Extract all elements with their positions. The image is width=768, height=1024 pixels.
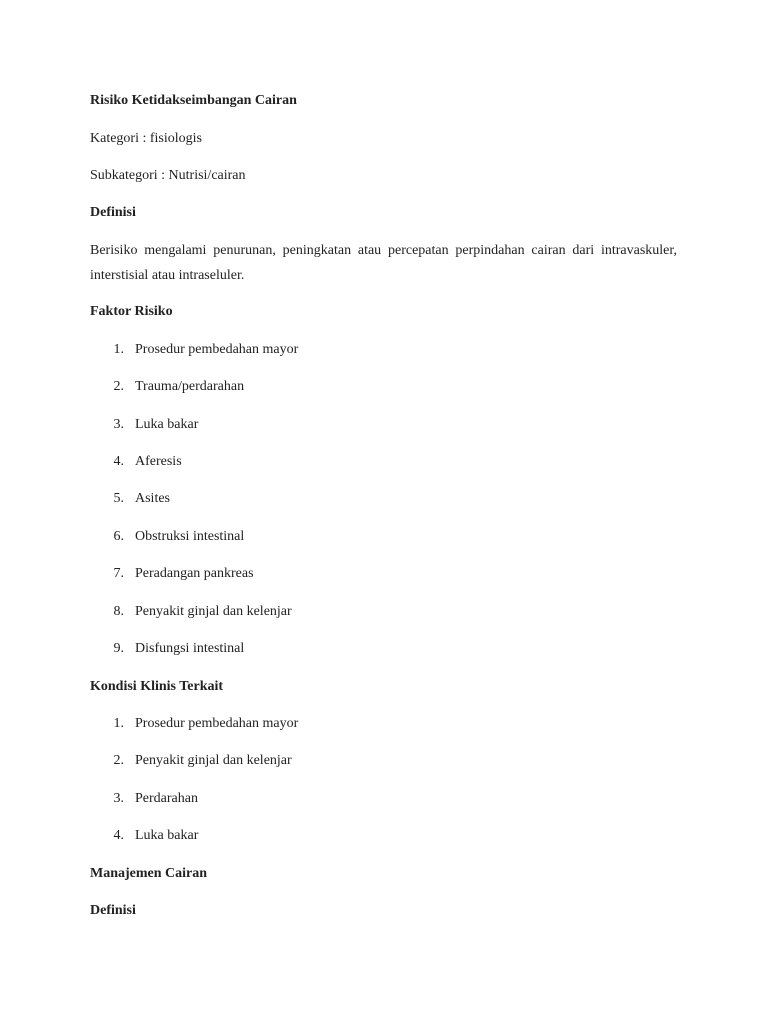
list-number: 4. [113,828,124,843]
faktor-risiko-item [90,603,292,621]
kondisi-klinis-item [90,827,198,845]
list-text: Luka bakar [135,417,199,432]
list-number: 4. [113,454,124,469]
list-text: Asites [135,491,170,506]
list-text: Trauma/perdarahan [135,379,245,394]
kondisi-klinis-item [90,790,198,808]
definisi-heading-2: Definisi [90,903,136,918]
list-number: 5. [113,491,124,506]
list-number: 2. [113,379,124,394]
faktor-risiko-item [90,565,254,583]
list-text: Disfungsi intestinal [135,641,245,656]
definisi-paragraph: Berisiko mengalami penurunan, peningkatan atau percepatan perpindahan cairan dari intravaskuler, interstisial atau intraseluler. [90,243,677,283]
list-number: 3. [113,791,124,806]
kategori-line: Kategori : fisiologis [90,131,202,146]
list-number: 3. [113,417,124,432]
definisi-heading: Definisi [90,205,136,220]
list-number: 9. [113,641,124,656]
faktor-risiko-item [90,528,244,546]
list-text: Penyakit ginjal dan kelenjar [135,604,292,619]
manajemen-cairan-heading: Manajemen Cairan [90,866,208,881]
list-text: Peradangan pankreas [135,566,254,581]
kondisi-klinis-heading: Kondisi Klinis Terkait [90,679,224,694]
faktor-risiko-item [90,640,244,658]
faktor-risiko-heading: Faktor Risiko [90,304,173,319]
list-number: 6. [113,529,124,544]
list-text: Luka bakar [135,828,199,843]
list-text: Penyakit ginjal dan kelenjar [135,753,292,768]
faktor-risiko-item [90,341,298,359]
list-number: 8. [113,604,124,619]
list-number: 1. [113,342,124,357]
list-number: 1. [113,716,124,731]
list-text: Obstruksi intestinal [135,529,245,544]
list-text: Aferesis [135,454,182,469]
list-text: Prosedur pembedahan mayor [135,716,299,731]
list-number: 7. [113,566,124,581]
subkategori-line: Subkategori : Nutrisi/cairan [90,168,246,183]
faktor-risiko-item [90,453,182,471]
faktor-risiko-item [90,490,170,508]
document-title: Risiko Ketidakseimbangan Cairan [90,93,297,108]
list-text: Prosedur pembedahan mayor [135,342,299,357]
list-text: Perdarahan [135,791,198,806]
list-number: 2. [113,753,124,768]
kondisi-klinis-item [90,752,292,770]
kondisi-klinis-item [90,715,298,733]
faktor-risiko-item [90,378,244,396]
faktor-risiko-item [90,416,198,434]
